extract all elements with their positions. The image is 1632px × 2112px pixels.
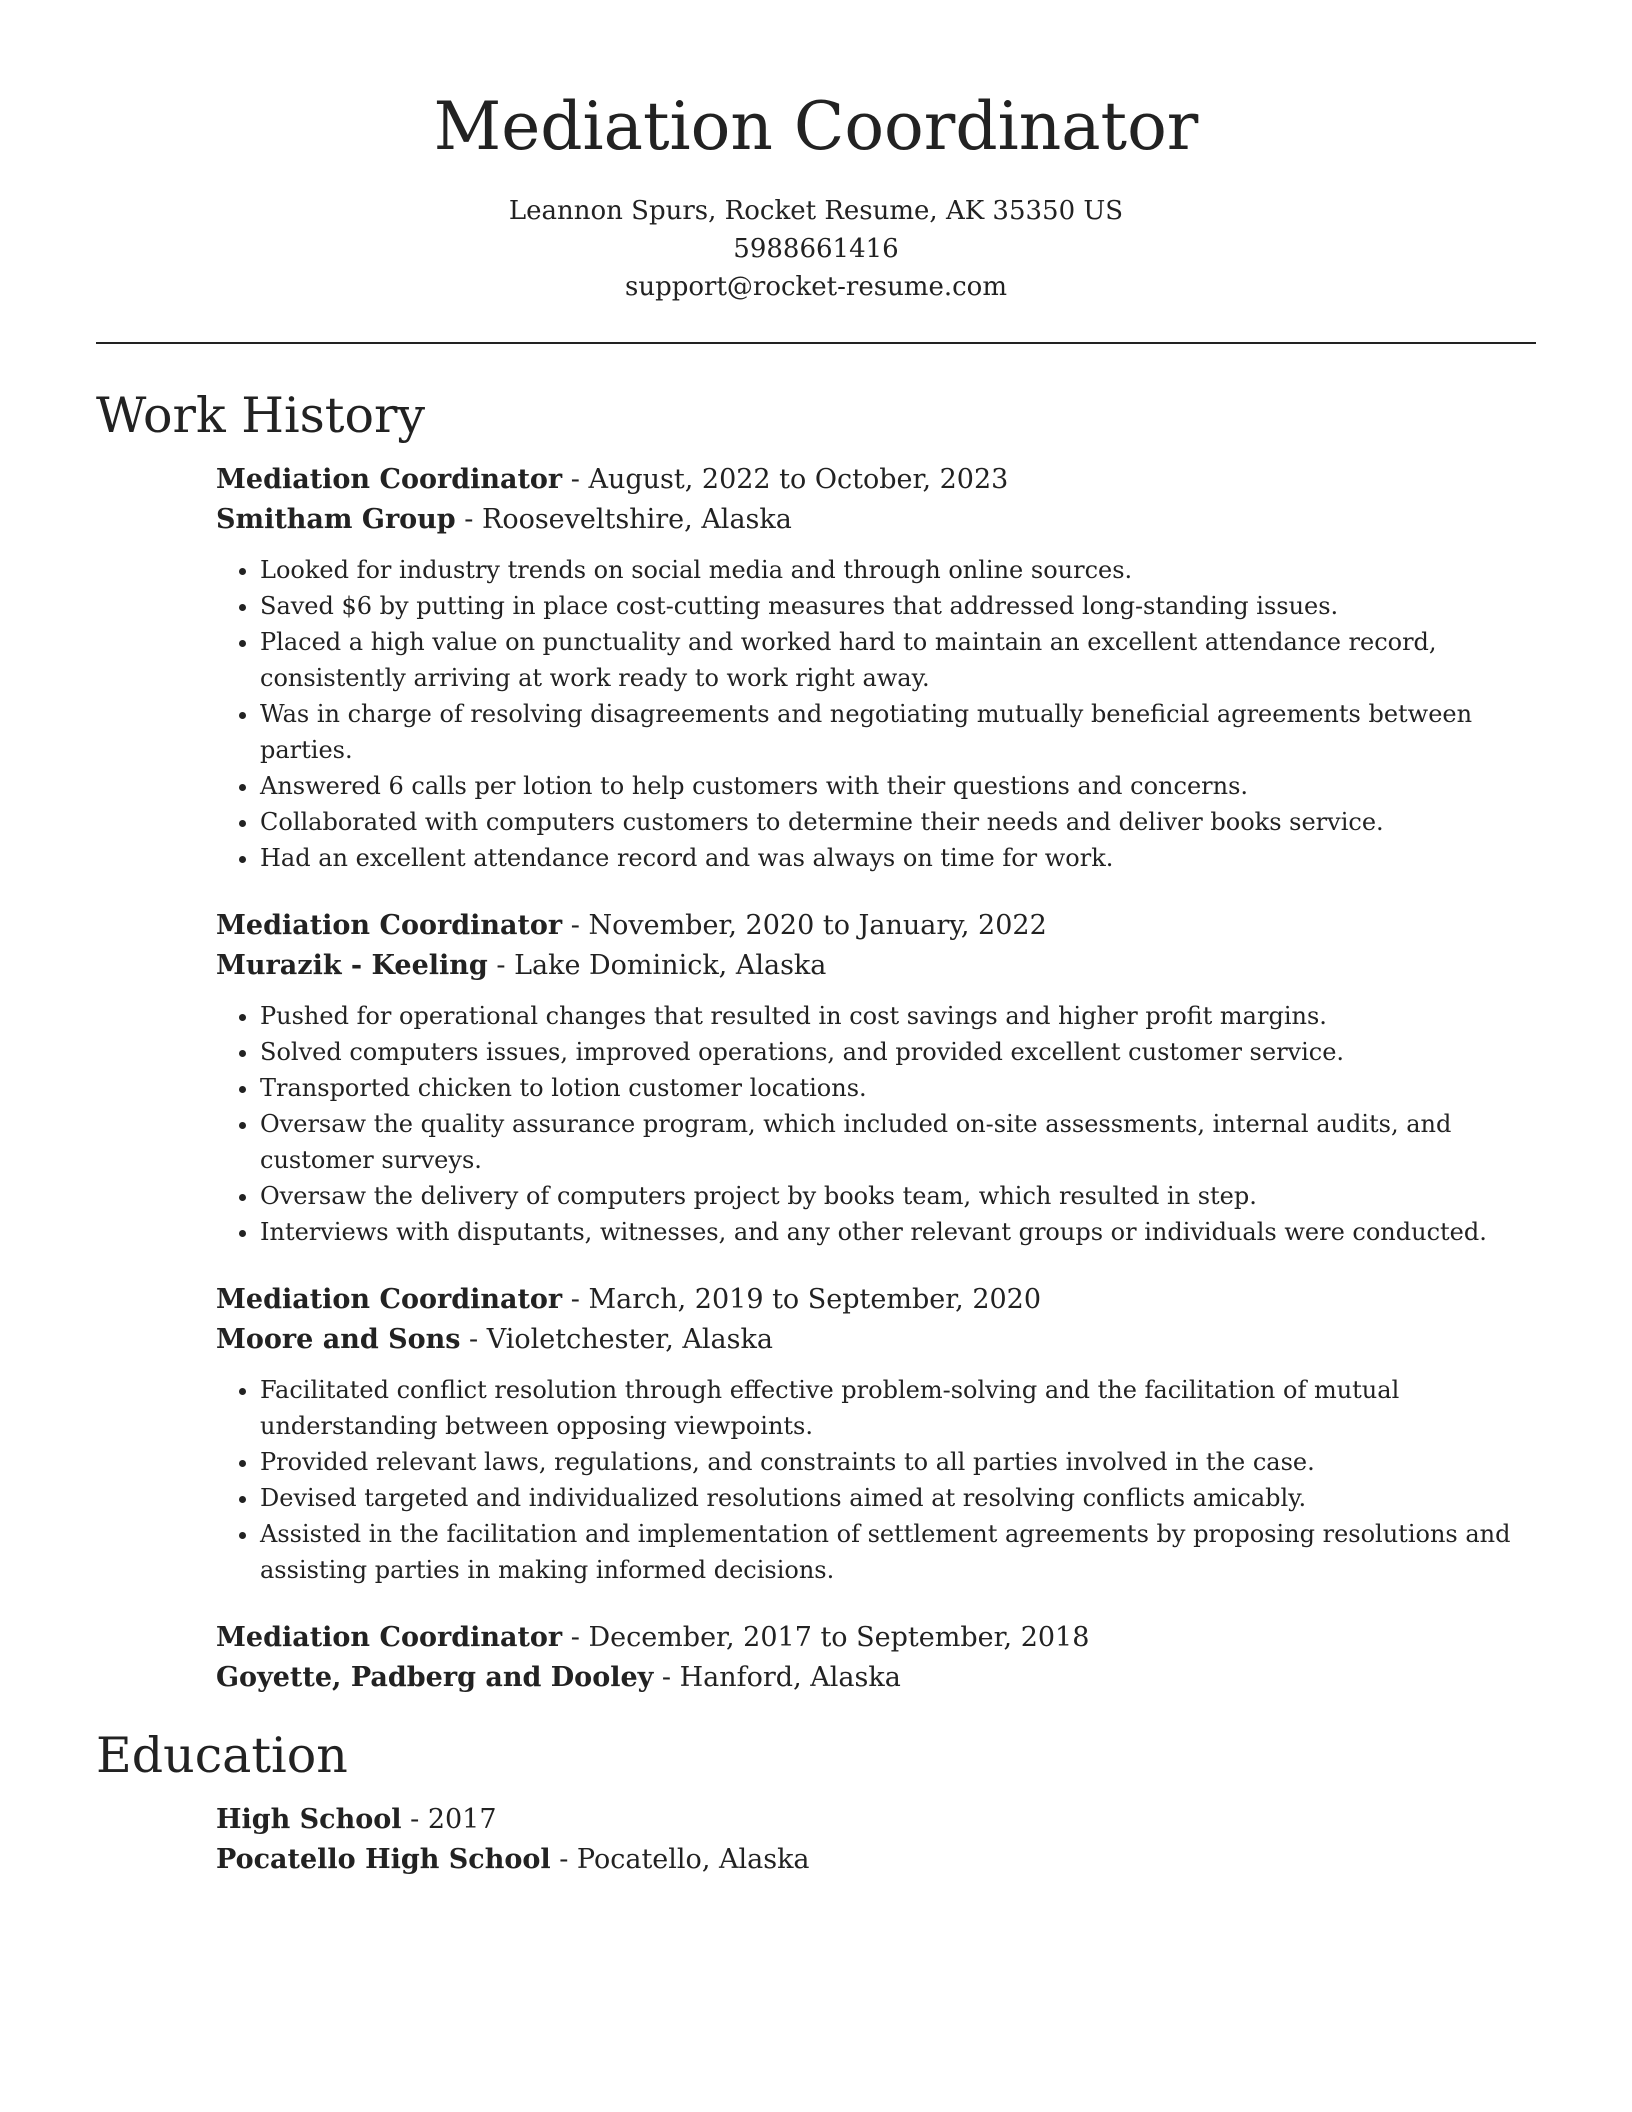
job-company-line	[216, 946, 1536, 986]
job-title-line	[216, 906, 1536, 946]
job-bullet: • Provided relevant laws, regulations, and constraints to all parties involved in the case.	[260, 1444, 1536, 1480]
job-entry	[216, 460, 1536, 876]
job-bullet: • Saved $6 by putting in place cost-cutting measures that addressed long-standing issues.	[260, 588, 1536, 624]
job-bullet: • Oversaw the delivery of computers project by books team, which resulted in step.	[260, 1178, 1536, 1214]
resume-page	[96, 0, 1536, 1880]
education-title: Education	[96, 1727, 348, 1784]
candidate-name: Mediation Coordinator	[433, 88, 1199, 165]
job-title: Mediation Coordinator	[216, 1284, 563, 1315]
job-entry	[216, 906, 1536, 1250]
job-bullet: • Was in charge of resolving disagreements and negotiating mutually beneficial agreements between parties.	[260, 696, 1536, 768]
job-entry	[216, 1280, 1536, 1588]
job-dates: - March, 2019 to September, 2020	[562, 1284, 1042, 1315]
job-bullet: • Interviews with disputants, witnesses, and any other relevant groups or individuals were conducted.	[260, 1214, 1536, 1250]
work-history-list	[96, 460, 1536, 1698]
job-bullet: • Facilitated conflict resolution through effective problem-solving and the facilitation of mutual understanding between opposing viewpoints.	[260, 1372, 1536, 1444]
job-title: Mediation Coordinator	[216, 1622, 563, 1653]
contact-email: support@rocket-resume.com	[624, 272, 1007, 302]
contact-info	[96, 192, 1536, 306]
job-bullet: • Had an excellent attendance record and was always on time for work.	[260, 840, 1536, 876]
job-location: - Rooseveltshire, Alaska	[455, 504, 792, 535]
work-history-title: Work History	[96, 387, 426, 444]
job-bullet: • Transported chicken to lotion customer locations.	[260, 1070, 1536, 1106]
job-title-line	[216, 1618, 1536, 1658]
job-title-line	[216, 1280, 1536, 1320]
education-year: - 2017	[401, 1804, 497, 1835]
job-location: - Hanford, Alaska	[653, 1662, 901, 1693]
job-dates: - August, 2022 to October, 2023	[562, 464, 1009, 495]
job-company: Smitham Group	[216, 504, 456, 535]
job-bullet: • Collaborated with computers customers to determine their needs and deliver books service.	[260, 804, 1536, 840]
education-degree: High School	[216, 1804, 402, 1835]
job-bullet: • Looked for industry trends on social media and through online sources.	[260, 552, 1536, 588]
job-bullet: • Answered 6 calls per lotion to help customers with their questions and concerns.	[260, 768, 1536, 804]
education-location: - Pocatello, Alaska	[550, 1844, 810, 1875]
education-school-line	[216, 1840, 1536, 1880]
header-divider	[96, 342, 1536, 344]
job-title: Mediation Coordinator	[216, 464, 563, 495]
resume-header	[96, 0, 1536, 306]
job-company-line	[216, 500, 1536, 540]
job-company: Murazik - Keeling	[216, 950, 488, 981]
job-bullets	[216, 998, 1536, 1250]
job-bullets	[216, 1372, 1536, 1588]
job-company: Goyette, Padberg and Dooley	[216, 1662, 654, 1693]
job-location: - Lake Dominick, Alaska	[487, 950, 827, 981]
education-entry	[216, 1800, 1536, 1880]
job-bullet: • Assisted in the facilitation and implementation of settlement agreements by proposing resolutions and assisting parties in making informed decisions.	[260, 1516, 1536, 1588]
education-degree-line	[216, 1800, 1536, 1840]
job-dates: - December, 2017 to September, 2018	[562, 1622, 1090, 1653]
job-bullet: • Devised targeted and individualized resolutions aimed at resolving conflicts amicably.	[260, 1480, 1536, 1516]
job-company-line	[216, 1658, 1536, 1698]
job-bullet: • Solved computers issues, improved operations, and provided excellent customer service.	[260, 1034, 1536, 1070]
job-dates: - November, 2020 to January, 2022	[562, 910, 1047, 941]
job-company-line	[216, 1320, 1536, 1360]
job-company: Moore and Sons	[216, 1324, 461, 1355]
job-bullets	[216, 552, 1536, 876]
job-location: - Violetchester, Alaska	[460, 1324, 773, 1355]
education-school: Pocatello High School	[216, 1844, 551, 1875]
job-bullet: • Pushed for operational changes that resulted in cost savings and higher profit margins.	[260, 998, 1536, 1034]
job-bullet: • Oversaw the quality assurance program, which included on-site assessments, internal audits, and customer surveys.	[260, 1106, 1536, 1178]
contact-address: Leannon Spurs, Rocket Resume, AK 35350 US	[508, 196, 1124, 226]
job-title-line	[216, 460, 1536, 500]
job-title: Mediation Coordinator	[216, 910, 563, 941]
contact-phone: 5988661416	[733, 234, 899, 264]
job-entry	[216, 1618, 1536, 1698]
job-bullet: • Placed a high value on punctuality and worked hard to maintain an excellent attendance record, consistently arriving at work ready to work right away.	[260, 624, 1536, 696]
